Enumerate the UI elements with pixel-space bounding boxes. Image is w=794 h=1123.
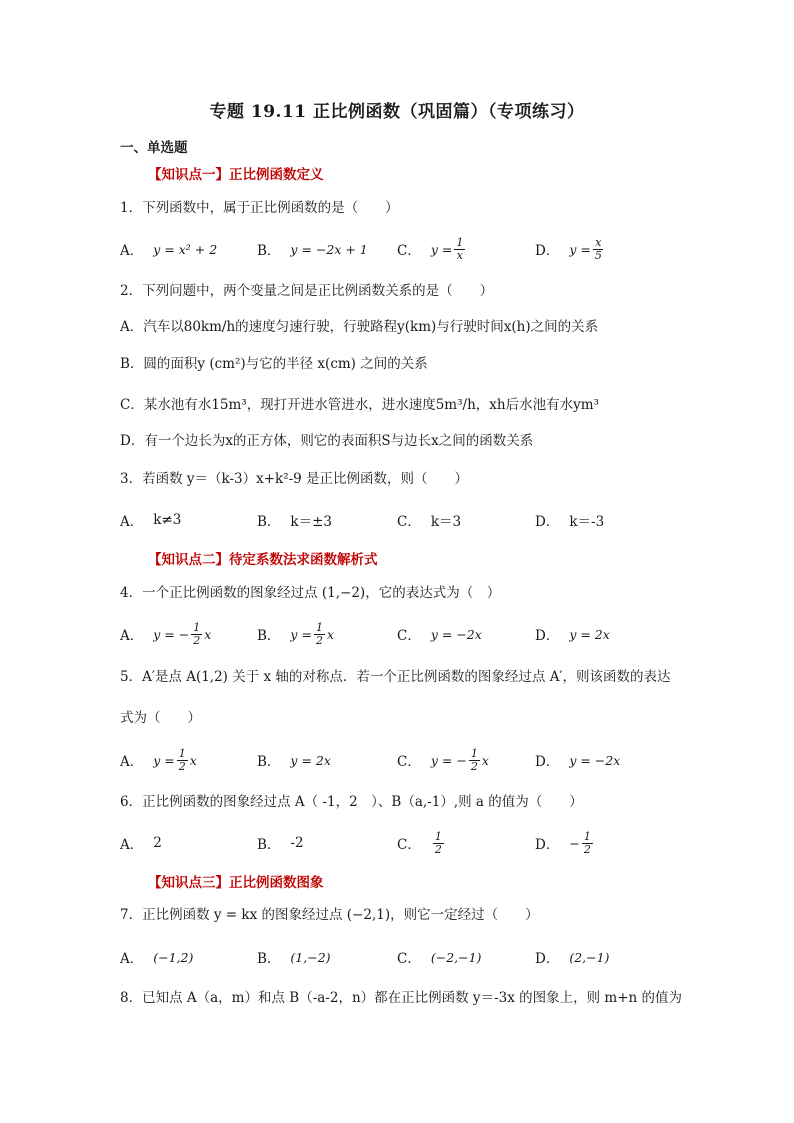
question-3: 3．若函数 y＝（k-3）x+k²-9 是正比例函数，则（ ） bbox=[120, 471, 469, 487]
fraction: $\frac{1}{2}$ bbox=[315, 620, 323, 647]
option-b: B． k＝±3 bbox=[257, 514, 333, 530]
option-b: B． -2 bbox=[257, 835, 304, 853]
option-a: A． y = − $\frac{1}{2}$ x bbox=[120, 620, 212, 647]
option-d: D． k＝-3 bbox=[535, 514, 605, 530]
option-c: C． y = − $\frac{1}{2}$ x bbox=[397, 746, 489, 773]
question-5-continued: 式为（ ） bbox=[120, 710, 201, 726]
option-a: A． k≠3 bbox=[120, 512, 182, 530]
option-b: B． y = $\frac{1}{2}$ x bbox=[257, 620, 334, 647]
question-2: 2．下列问题中，两个变量之间是正比例函数关系的是（ ） bbox=[120, 283, 494, 299]
option-c: C． (−2,−1) bbox=[397, 949, 482, 967]
fraction: $\frac{1}{2}$ bbox=[583, 829, 591, 856]
option-a: A． y = $\frac{1}{2}$ x bbox=[120, 746, 197, 773]
question-4: 4．一个正比例函数的图象经过点 (1,−2)，它的表达式为（ ） bbox=[120, 585, 501, 601]
question-2-option-b: B．圆的面积y (cm²)与它的半径 x(cm) 之间的关系 bbox=[120, 356, 428, 372]
option-d: D． y = −2x bbox=[535, 752, 621, 770]
page-title: 专题 19.11 正比例函数（巩固篇）（专项练习） bbox=[209, 102, 585, 122]
option-c: C． y = −2x bbox=[397, 626, 482, 644]
fraction: $\frac{1}{x}$ bbox=[456, 235, 464, 262]
option-c: C． k＝3 bbox=[397, 514, 462, 530]
option-d: D． − $\frac{1}{2}$ bbox=[535, 829, 591, 856]
option-b: B． y = −2x + 1 bbox=[257, 241, 368, 259]
option-b: B． y = 2x bbox=[257, 752, 331, 770]
option-d: D． y = 2x bbox=[535, 626, 610, 644]
question-3-options bbox=[120, 505, 720, 535]
option-a: A． y = x² + 2 bbox=[120, 241, 218, 259]
fraction: $\frac{1}{2}$ bbox=[470, 746, 478, 773]
option-a: A． (−1,2) bbox=[120, 949, 194, 967]
section-heading: 一、单选题 bbox=[120, 140, 188, 156]
question-1: 1．下列函数中，属于正比例函数的是（ ） bbox=[120, 200, 399, 216]
question-2-option-a: A．汽车以80km/h的速度匀速行驶，行驶路程y(km)与行驶时间x(h)之间的关系 bbox=[120, 319, 599, 335]
question-1-options bbox=[120, 234, 720, 264]
knowledge-point-1: 【知识点一】正比例函数定义 bbox=[148, 167, 324, 183]
question-7-options bbox=[120, 942, 720, 972]
question-7: 7．正比例函数 y = kx 的图象经过点 (−2,1)，则它一定经过（ ） bbox=[120, 907, 539, 923]
fraction: $\frac{x}{5}$ bbox=[594, 235, 602, 262]
option-b: B． (1,−2) bbox=[257, 949, 331, 967]
question-2-option-d: D．有一个边长为x的正方体，则它的表面积S与边长x之间的函数关系 bbox=[120, 433, 534, 449]
fraction: $\frac{1}{2}$ bbox=[193, 620, 201, 647]
question-5-options bbox=[120, 745, 720, 775]
option-c: C． $\frac{1}{2}$ bbox=[397, 829, 442, 856]
knowledge-point-2: 【知识点二】待定系数法求函数解析式 bbox=[148, 552, 378, 568]
question-4-options bbox=[120, 619, 720, 649]
question-6-options bbox=[120, 828, 720, 858]
option-d: D． (2,−1) bbox=[535, 949, 610, 967]
option-d: D． y = $\frac{x}{5}$ bbox=[535, 235, 602, 262]
fraction: $\frac{1}{2}$ bbox=[434, 829, 442, 856]
option-c: C． y = $\frac{1}{x}$ bbox=[397, 235, 464, 262]
question-6: 6．正比例函数的图象经过点 A（ -1，2 ）、B（a,-1）,则 a 的值为（ ） bbox=[120, 794, 583, 810]
question-8: 8．已知点 A（a，m）和点 B（-a-2，n）都在正比例函数 y＝-3x 的图象上，则 m+n 的值为 bbox=[120, 990, 683, 1006]
option-a: A． 2 bbox=[120, 835, 162, 853]
knowledge-point-3: 【知识点三】正比例函数图象 bbox=[148, 875, 324, 891]
question-5: 5．A′是点 A(1,2) 关于 x 轴的对称点．若一个正比例函数的图象经过点 A′，则该函数的表达 bbox=[120, 669, 671, 685]
fraction: $\frac{1}{2}$ bbox=[178, 746, 186, 773]
question-2-option-c: C．某水池有水15m³，现打开进水管进水，进水速度5m³/h，xh后水池有水ym³ bbox=[120, 397, 599, 413]
